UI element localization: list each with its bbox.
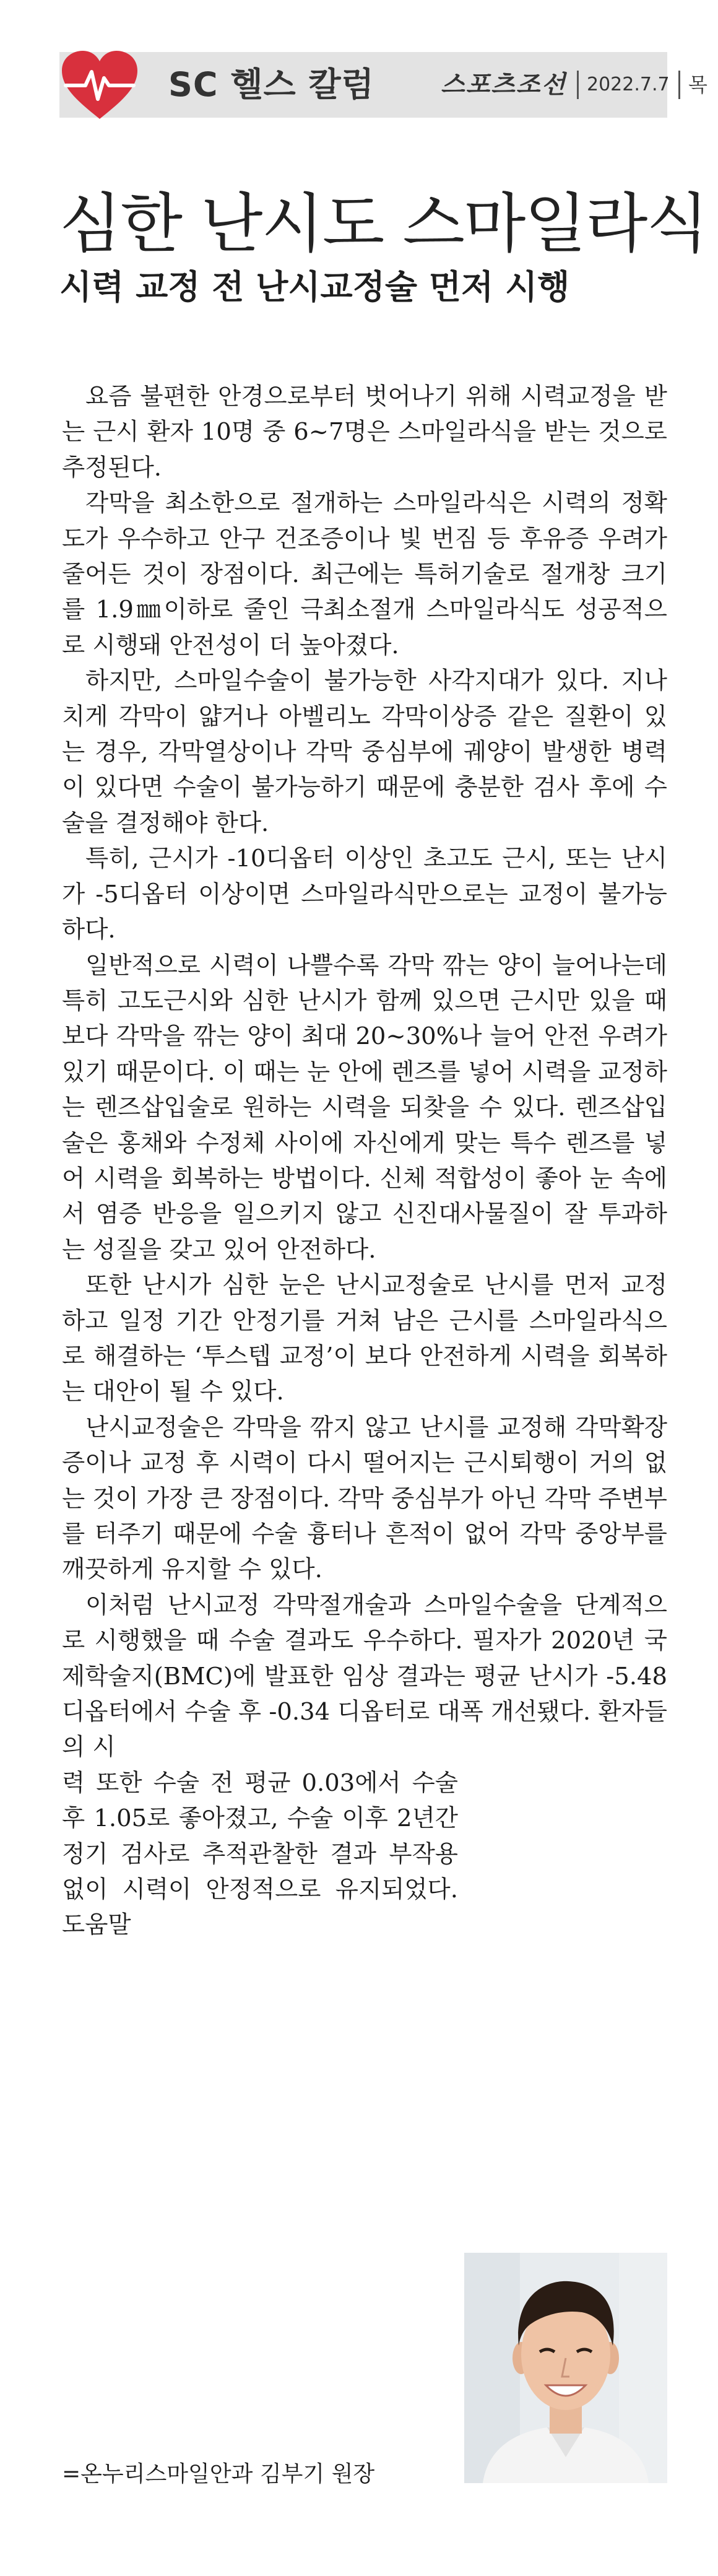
byline: =온누리스마일안과 김부기 원장 — [62, 2461, 375, 2487]
banner-divider — [678, 71, 680, 99]
newspaper-name: 스포츠조선 — [441, 71, 567, 99]
issue-weekday: 목 — [688, 73, 707, 97]
paragraph: 요즘 불편한 안경으로부터 벗어나기 위해 시력교정을 받는 근시 환자 10명 중 6~7명은 스마일라식을 받는 것으로 추정된다. — [62, 383, 667, 482]
paragraph: 이처럼 난시교정 각막절개술과 스마일수술을 단계적으로 시행했을 때 수술 결과도 우수하다. 필자가 2020년 국제학술지(BMC)에 발표한 임상 결과는 평균 난시가 -5.48디옵터에서 수술 후 -0.34 디옵터로 대폭 개선됐다. 환자들의 시 — [62, 1591, 667, 1762]
banner-divider — [577, 71, 579, 99]
heart-pulse-icon — [59, 50, 140, 123]
column-title: SC 헬스 칼럼 — [168, 65, 374, 104]
paragraph: 난시교정술은 각막을 깎지 않고 난시를 교정해 각막확장증이나 교정 후 시력이 다시 떨어지는 근시퇴행이 거의 없는 것이 가장 큰 장점이다. 각막 중심부가 아닌 각막 주변부를 터주기 때문에 수술 흉터나 흔적이 없어 각막 중앙부를 깨끗하게 유지할 수 있다. — [62, 1413, 667, 1584]
issue-date: 2022.7.7 — [587, 74, 670, 95]
paragraph: 특히, 근시가 -10디옵터 이상인 초고도 근시, 또는 난시가 -5디옵터 이상이면 스마일라식만으로는 교정이 불가능하다. — [62, 845, 667, 944]
paragraph: 각막을 최소한으로 절개하는 스마일라식은 시력의 정확도가 우수하고 안구 건조증이나 빛 번짐 등 후유증 우려가 줄어든 것이 장점이다. 최근에는 특허기술로 절개창 크기를 1.9㎜이하로 줄인 극최소절개 스마일라식도 성공적으로 시행돼 안전성이 더 높아졌다. — [62, 489, 667, 659]
article-body — [62, 379, 667, 1943]
headline: 심한 난시도 스마일라식 — [59, 186, 707, 261]
paragraph-wrapped: 력 또한 수술 전 평균 0.03에서 수술 후 1.05로 좋아졌고, 수술 이후 2년간 정기 검사로 추적관찰한 결과 부작용 없이 시력이 안정적으로 유지되었다. 도움말 — [62, 1769, 458, 1939]
paragraph: 하지만, 스마일수술이 불가능한 사각지대가 있다. 지나치게 각막이 얇거나 아벨리노 각막이상증 같은 질환이 있는 경우, 각막열상이나 각막 중심부에 궤양이 발생한 병력이 있다면 수술이 불가능하기 때문에 충분한 검사 후에 수술을 결정해야 한다. — [62, 667, 667, 837]
subheadline: 시력 교정 전 난시교정술 먼저 시행 — [59, 268, 570, 307]
paragraph: 또한 난시가 심한 눈은 난시교정술로 난시를 먼저 교정하고 일정 기간 안정기를 거쳐 남은 근시를 스마일라식으로 해결하는 ‘투스텝 교정’이 보다 안전하게 시력을 회복하는 대안이 될 수 있다. — [62, 1271, 667, 1406]
paragraph: 일반적으로 시력이 나쁠수록 각막 깎는 양이 늘어나는데 특히 고도근시와 심한 난시가 함께 있으면 근시만 있을 때보다 각막을 깎는 양이 최대 20~30%나 늘어 안전 우려가 있기 때문이다. 이 때는 눈 안에 렌즈를 넣어 시력을 교정하는 렌즈삽입술로 원하는 시력을 되찾을 수 있다. 렌즈삽입술은 홍채와 수정체 사이에 자신에게 맞는 특수 렌즈를 넣어 시력을 회복하는 방법이다. 신체 적합성이 좋아 눈 속에서 염증 반응을 일으키지 않고 신진대사물질이 잘 투과하는 성질을 갖고 있어 안전하다. — [62, 951, 667, 1264]
column-banner — [59, 52, 707, 118]
author-portrait-photo — [464, 2253, 667, 2483]
